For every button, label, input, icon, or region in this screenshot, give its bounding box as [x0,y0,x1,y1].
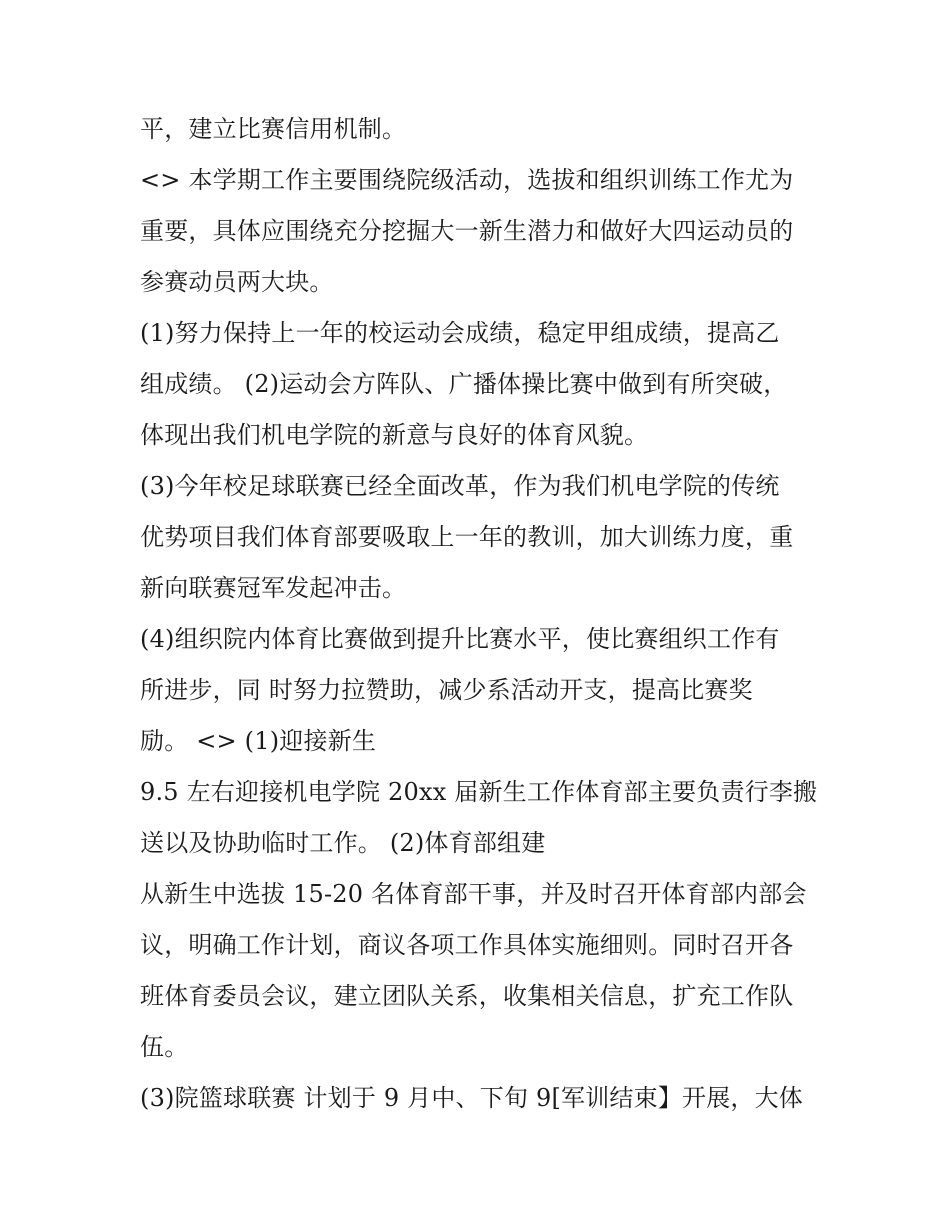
text-line: 平，建立比赛信用机制。 [140,115,407,143]
text-line: 组成绩。 (2)运动会方阵队、广播体操比赛中做到有所突破， [140,370,788,398]
text-line: <> 本学期工作主要围绕院级活动，选拔和组织训练工作尤为 [140,166,794,194]
text-line: (4)组织院内体育比赛做到提升比赛水平，使比赛组织工作有 [140,625,780,653]
text-line: 9.5 左右迎接机电学院 20xx 届新生工作体育部主要负责行李搬 [140,778,818,806]
body-text [140,110,830,1130]
text-line: 体现出我们机电学院的新意与良好的体育风貌。 [140,421,649,449]
text-line: 伍。 [140,1033,189,1061]
text-line: 重要，具体应围绕充分挖掘大一新生潜力和做好大四运动员的 [140,217,794,245]
text-line: (3)今年校足球联赛已经全面改革，作为我们机电学院的传统 [140,472,780,500]
text-line: 从新生中选拔 15-20 名体育部干事，并及时召开体育部内部会 [140,880,807,908]
text-line: 送以及协助临时工作。 (2)体育部组建 [140,829,546,857]
text-line: (3)院篮球联赛 计划于 9 月中、下旬 9[军训结束】开展，大体 [140,1084,804,1112]
text-line: 所进步，同 时努力拉赞助，减少系活动开支，提高比赛奖 [140,676,753,704]
text-line: 励。 <> (1)迎接新生 [140,727,377,755]
text-line: 班体育委员会议，建立团队关系，收集相关信息，扩充工作队 [140,982,794,1010]
text-line: 优势项目我们体育部要吸取上一年的教训，加大训练力度，重 [140,523,794,551]
text-line: (1)努力保持上一年的校运动会成绩，稳定甲组成绩，提高乙 [140,319,780,347]
text-line: 参赛动员两大块。 [140,268,334,296]
text-line: 议，明确工作计划，商议各项工作具体实施细则。同时召开各 [140,931,794,959]
text-line: 新向联赛冠军发起冲击。 [140,574,407,602]
